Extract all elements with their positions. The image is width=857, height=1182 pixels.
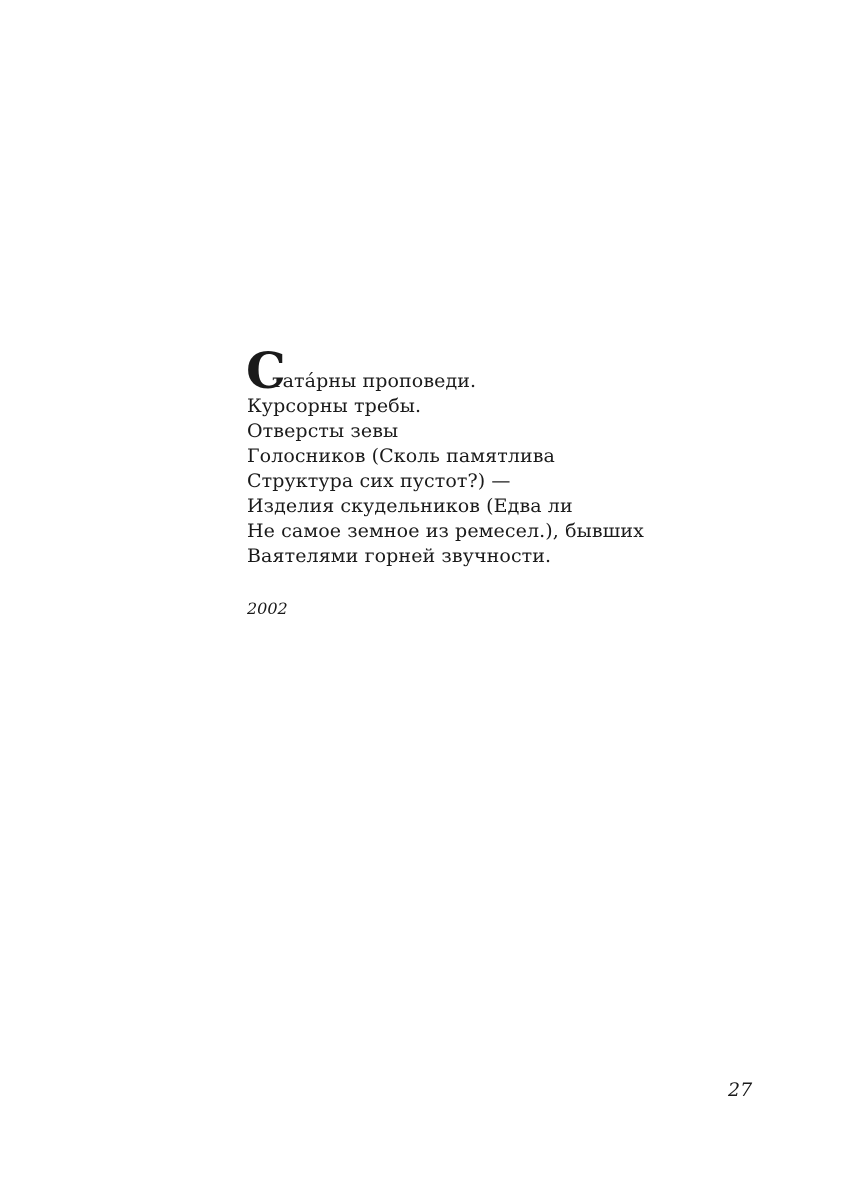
poem-line-2: Курсорны требы.	[247, 395, 422, 417]
poem-line-1-text: тата́рны проповеди.	[272, 370, 477, 392]
poem-line-8: Ваятелями горней звучности.	[247, 545, 552, 567]
page-number: 27	[728, 1079, 753, 1101]
poem	[246, 341, 807, 569]
poem-line-6: Изделия скудельников (Едва ли	[247, 495, 573, 517]
poem-line-1	[246, 341, 807, 400]
poem-line-5: Структура сих пустот?) —	[247, 470, 511, 492]
poem-line-7: Не самое земное из ремесел.), бывших	[247, 520, 644, 542]
poem-line-4: Голосников (Сколь памятлива	[247, 445, 555, 467]
poem-line-3: Отверсты зевы	[247, 420, 399, 442]
drop-cap: С	[246, 341, 286, 400]
poem-date: 2002	[247, 599, 288, 618]
